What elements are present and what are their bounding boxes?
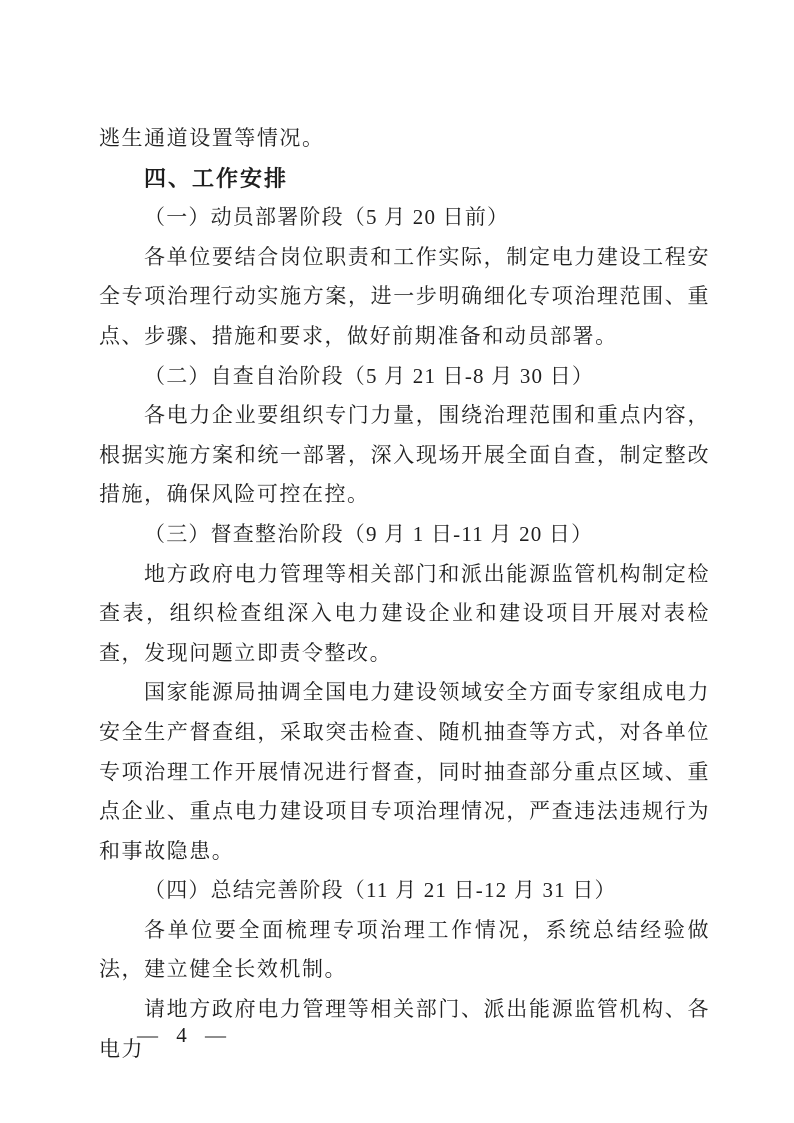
stage-subheading: （四）总结完善阶段（11 月 21 日-12 月 31 日） (144, 878, 617, 903)
body-paragraph: 逃生通道设置等情况。 (99, 126, 325, 150)
stage-subheading: （三）督查整治阶段（9 月 1 日-11 月 20 日） (144, 521, 594, 546)
stage-subheading: （一）动员部署阶段（5 月 20 日前） (144, 205, 510, 230)
body-paragraph: 地方政府电力管理等相关部门和派出能源监管机构制定检查表，组织检查组深入电力建设企业和建设项目开展对表检查，发现问题立即责令整改。 (99, 561, 710, 665)
body-paragraph: 各单位要全面梳理专项治理工作情况，系统总结经验做法，建立健全长效机制。 (99, 917, 710, 982)
stage-subheading: （二）自查自治阶段（5 月 21 日-8 月 30 日） (144, 363, 595, 388)
body-paragraph: 国家能源局抽调全国电力建设领域安全方面专家组成电力安全生产督查组，采取突击检查、随机抽查等方式，对各单位专项治理工作开展情况进行督查，同时抽查部分重点区域、重点企业、重点电力建设项目专项治理情况，严查违法违规行为和事故隐患。 (99, 680, 710, 863)
section-heading: 四、工作安排 (144, 165, 289, 191)
body-paragraph: 请地方政府电力管理等相关部门、派出能源监管机构、各电力 (99, 997, 710, 1061)
body-paragraph: 各电力企业要组织专门力量，围绕治理范围和重点内容，根据实施方案和统一部署，深入现场开展全面自查，制定整改措施，确保风险可控在控。 (99, 403, 710, 507)
body-paragraph: 各单位要结合岗位职责和工作实际，制定电力建设工程安全专项治理行动实施方案，进一步明确细化专项治理范围、重点、步骤、措施和要求，做好前期准备和动员部署。 (99, 244, 710, 348)
document-body (99, 119, 710, 1069)
page-number: — 4 — (137, 1023, 228, 1047)
